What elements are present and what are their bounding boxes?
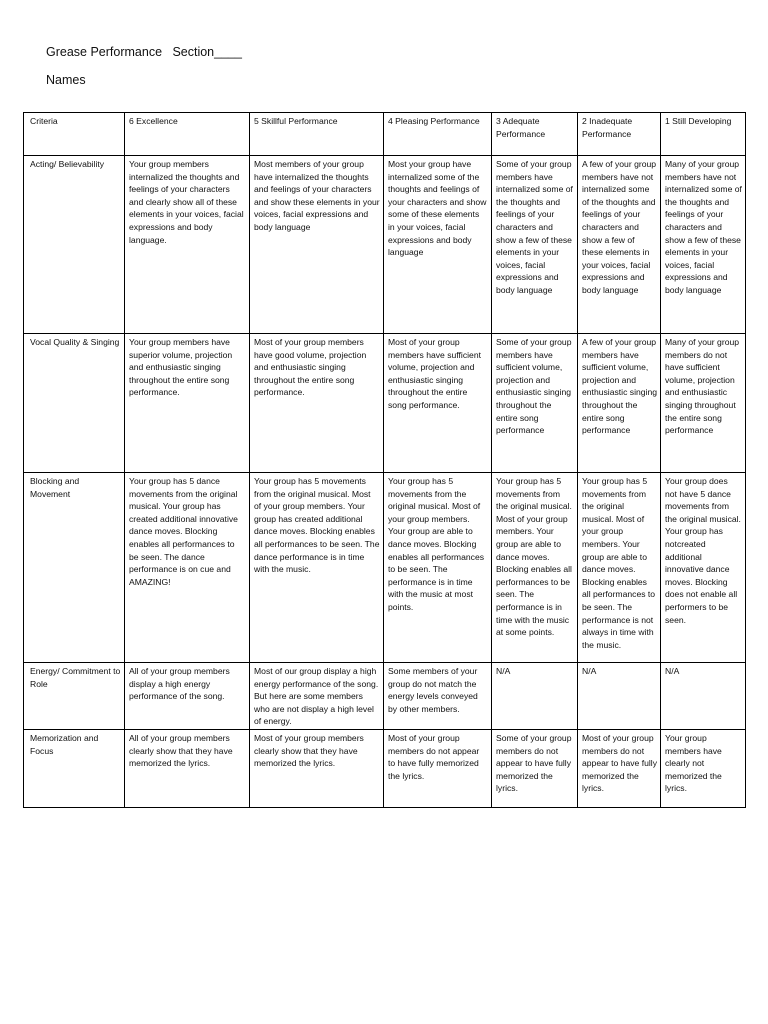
column-header-excellence: 6 Excellence [125, 113, 250, 156]
table-cell: Some of your group members do not appear to have fully memorized the lyrics. [492, 730, 578, 808]
table-row [24, 334, 746, 473]
rubric-table [23, 112, 746, 808]
table-cell: Most your group have internalized some of the thoughts and feelings of your characters and show some of these elements in your voices, facial expressions and body language [384, 156, 492, 334]
page-title: Grease Performance Section____ [46, 45, 242, 59]
criteria-cell: Vocal Quality & Singing [24, 334, 125, 473]
table-cell: N/A [661, 663, 746, 730]
column-header-skillful: 5 Skillful Performance [250, 113, 384, 156]
column-header-inadequate: 2 Inadequate Performance [578, 113, 661, 156]
column-header-criteria: Criteria [24, 113, 125, 156]
table-cell: Your group does not have 5 dance movements from the original musical. Your group has notcreated additional innovative dance moves. Blocking does not enable all performers to be seen. [661, 473, 746, 663]
table-cell: Your group has 5 movements from the original musical. Most of your group members. Your group has created additional dance moves. Blocking enables all performances to be seen. The dance performance is in time with the music. [250, 473, 384, 663]
table-cell: All of your group members display a high energy performance of the song. [125, 663, 250, 730]
table-cell: Some members of your group do not match the energy levels conveyed by other members. [384, 663, 492, 730]
table-cell: Many of your group members have not internalized some of the thoughts and feelings of your characters and show a few of these elements in your voices, facial expressions and body language [661, 156, 746, 334]
column-header-still-developing: 1 Still Developing [661, 113, 746, 156]
table-cell: Your group members internalized the thoughts and feelings of your characters and clearly show all of these elements in your voices, facial expressions and body language. [125, 156, 250, 334]
table-cell: Some of your group members have internalized some of the thoughts and feelings of your characters and show a few of these elements in your voices, facial expressions and body language [492, 156, 578, 334]
column-header-adequate: 3 Adequate Performance [492, 113, 578, 156]
table-row [24, 730, 746, 808]
column-header-pleasing: 4 Pleasing Performance [384, 113, 492, 156]
table-cell: Most of your group members have good volume, projection and enthusiastic singing throughout the entire song performance. [250, 334, 384, 473]
table-cell: Most of your group members do not appear to have fully memorized the lyrics. [578, 730, 661, 808]
criteria-cell: Energy/ Commitment to Role [24, 663, 125, 730]
criteria-cell: Blocking and Movement [24, 473, 125, 663]
table-cell: N/A [492, 663, 578, 730]
table-cell: Most of our group display a high energy performance of the song. But here are some members who are not display a high level of energy. [250, 663, 384, 730]
table-cell: Many of your group members do not have sufficient volume, projection and enthusiastic singing throughout the entire song performance [661, 334, 746, 473]
criteria-cell: Memorization and Focus [24, 730, 125, 808]
table-cell: Your group has 5 dance movements from the original musical. Your group has created additional innovative dance moves. Blocking enables all performances to be seen. The dance performance is on cue and AMAZING! [125, 473, 250, 663]
table-cell: Your group has 5 movements from the original musical. Most of your group members. Your group are able to dance moves. Blocking enables all performances to be seen. The performance is in time with the music at some points. [492, 473, 578, 663]
table-cell: Your group has 5 movements from the original musical. Most of your group members. Your group are able to dance moves. Blocking enables all performances to be seen. The performance is not always in time with the music. [578, 473, 661, 663]
table-cell: Your group members have superior volume, projection and enthusiastic singing throughout the entire song performance. [125, 334, 250, 473]
table-cell: Most of your group members do not appear to have fully memorized the lyrics. [384, 730, 492, 808]
table-cell: Some of your group members have sufficient volume, projection and enthusiastic singing throughout the entire song performance [492, 334, 578, 473]
table-cell: Most of your group members clearly show that they have memorized the lyrics. [250, 730, 384, 808]
table-cell: Your group has 5 movements from the original musical. Most of your group members. Your group are able to dance moves. Blocking enables all performances to be seen. The performance is in time with the music at most points. [384, 473, 492, 663]
table-row [24, 156, 746, 334]
table-cell: A few of your group members have not internalized some of the thoughts and feelings of your characters and show a few of these elements in your voices, facial expressions and body language [578, 156, 661, 334]
table-header-row [24, 113, 746, 156]
table-row [24, 473, 746, 663]
table-cell: N/A [578, 663, 661, 730]
table-cell: Most of your group members have sufficient volume, projection and enthusiastic singing throughout the entire song performance. [384, 334, 492, 473]
table-cell: A few of your group members have sufficient volume, projection and enthusiastic singing throughout the entire song performance [578, 334, 661, 473]
table-cell: Most members of your group have internalized the thoughts and feelings of your characters and show these elements in your voices, facial expressions and body language [250, 156, 384, 334]
table-cell: All of your group members clearly show that they have memorized the lyrics. [125, 730, 250, 808]
table-row [24, 663, 746, 730]
criteria-cell: Acting/ Believability [24, 156, 125, 334]
table-cell: Your group members have clearly not memorized the lyrics. [661, 730, 746, 808]
names-label: Names [46, 73, 86, 87]
